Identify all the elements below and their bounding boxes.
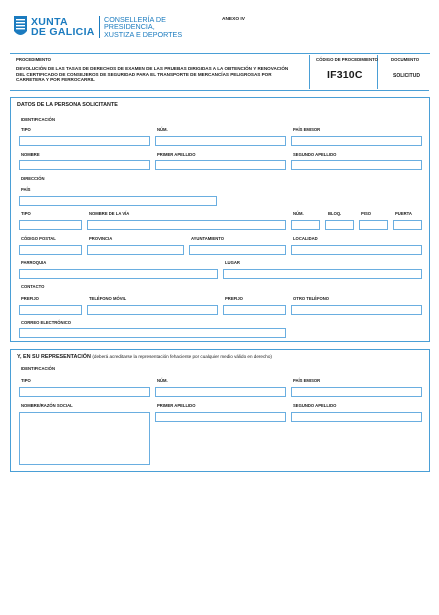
rep-nombre-razon-field[interactable] <box>19 412 150 465</box>
codigo-value: IF310C <box>327 69 363 81</box>
ayuntamiento-field[interactable] <box>189 245 286 255</box>
rep-primer-apellido-field[interactable] <box>155 412 286 422</box>
codigo-postal-field[interactable] <box>19 245 82 255</box>
conselleria-line-1: CONSELLERÍA DE <box>104 15 166 24</box>
documento-value: SOLICITUD <box>393 73 420 79</box>
codigo-postal-label: CÓDIGO POSTAL <box>21 236 56 241</box>
localidad-label: LOCALIDAD <box>293 236 318 241</box>
segundo-apellido-label: SEGUNDO APELLIDO <box>293 152 337 157</box>
conselleria-name <box>104 16 182 38</box>
pais-field[interactable] <box>19 196 217 206</box>
lugar-field[interactable] <box>223 269 422 279</box>
conselleria-line-2: PRESIDENCIA, <box>104 22 155 32</box>
parroquia-label: PARROQUIA <box>21 260 47 265</box>
piso-label: PISO <box>361 211 372 216</box>
contacto-label: CONTACTO <box>21 284 45 289</box>
anexo-label: ANEXO IV <box>222 17 245 22</box>
rep-pais-emisor-label: PAÍS EMISOR <box>293 378 321 383</box>
logo-line-2: DE GALICIA <box>31 26 95 38</box>
conselleria-line-3: XUSTIZA E DEPORTES <box>104 29 183 39</box>
rep-num-label: NÚM. <box>157 378 168 383</box>
xunta-logo <box>14 15 96 39</box>
num-label: NÚM. <box>157 127 168 132</box>
rep-num-field[interactable] <box>155 387 286 397</box>
puerta-field[interactable] <box>393 220 422 230</box>
provincia-field[interactable] <box>87 245 184 255</box>
header-divider-1 <box>309 55 310 89</box>
pais-label: PAÍS <box>21 187 31 192</box>
rep-segundo-apellido-field[interactable] <box>291 412 422 422</box>
logo-divider <box>99 16 100 38</box>
prefijo-label: PREFIJO <box>21 296 39 301</box>
rep-pais-emisor-field[interactable] <box>291 387 422 397</box>
galicia-shield-icon <box>14 16 27 38</box>
otro-telefono-field[interactable] <box>291 305 422 315</box>
solicitante-title: DATOS DE LA PERSONA SOLICITANTE <box>17 102 118 108</box>
correo-label: CORREO ELECTRÓNICO <box>21 320 72 325</box>
prefijo2-field[interactable] <box>223 305 286 315</box>
puerta-label: PUERTA <box>395 211 412 216</box>
codigo-label: CÓDIGO DE PROCEDIMIENTO <box>316 57 378 62</box>
primer-apellido-field[interactable] <box>155 160 286 170</box>
telefono-movil-label: TELÉFONO MÓVIL <box>89 296 127 301</box>
nombre-via-label: NOMBRE DE LA VÍA <box>89 211 130 216</box>
rep-segundo-apellido-label: SEGUNDO APELLIDO <box>293 403 337 408</box>
procedimento-label: PROCEDIMENTO <box>16 57 52 62</box>
prefijo-field[interactable] <box>19 305 82 315</box>
direccion-label: DIRECCIÓN <box>21 176 45 181</box>
tipo-via-label: TIPO <box>21 211 31 216</box>
tipo-field[interactable] <box>19 136 150 146</box>
pais-emisor-field[interactable] <box>291 136 422 146</box>
nombre-via-field[interactable] <box>87 220 286 230</box>
nombre-label: NOMBRE <box>21 152 40 157</box>
pais-emisor-label: PAÍS EMISOR <box>293 127 321 132</box>
localidad-field[interactable] <box>291 245 422 255</box>
num-via-field[interactable] <box>291 220 320 230</box>
segundo-apellido-field[interactable] <box>291 160 422 170</box>
rep-tipo-field[interactable] <box>19 387 150 397</box>
num-field[interactable] <box>155 136 286 146</box>
procedimento-text: DEVOLUCIÓN DE LAS TASAS DE DERECHOS DE EXAMEN DE LAS PRUEBAS DIRIGIDAS A LA OBTENCIÓN Y RENOVACIÓN DEL CERTIFICADO DE CONSEJEROS DE SEGURIDAD PARA EL TRANSPORTE DE MERCANCÍAS PELIGROSAS POR CARRETERA Y POR FERROCARRIL <box>16 66 289 83</box>
logo-line-1: XUNTA <box>31 16 68 28</box>
bloq-label: BLOQ. <box>328 211 342 216</box>
rep-nombre-razon-label: NOMBRE/RAZÓN SOCIAL <box>21 403 73 408</box>
num-via-label: NÚM. <box>293 211 304 216</box>
rep-primer-apellido-label: PRIMER APELLIDO <box>157 403 196 408</box>
logo-text <box>31 17 95 37</box>
representacion-title <box>17 354 272 360</box>
bloq-field[interactable] <box>325 220 354 230</box>
rep-identificacion-label: IDENTIFICACIÓN <box>21 366 55 371</box>
tipo-label: TIPO <box>21 127 31 132</box>
nombre-field[interactable] <box>19 160 150 170</box>
piso-field[interactable] <box>359 220 388 230</box>
lugar-label: LUGAR <box>225 260 240 265</box>
primer-apellido-label: PRIMER APELLIDO <box>157 152 196 157</box>
parroquia-field[interactable] <box>19 269 218 279</box>
representacion-note: (deberá acreditarse la representación fehaciente por cualquier medio válido en derecho) <box>92 354 272 359</box>
tipo-via-field[interactable] <box>19 220 82 230</box>
representacion-title-text: Y, EN SU REPRESENTACIÓN <box>17 354 91 360</box>
telefono-movil-field[interactable] <box>87 305 218 315</box>
correo-field[interactable] <box>19 328 286 338</box>
ayuntamiento-label: AYUNTAMIENTO <box>191 236 224 241</box>
identificacion-label: IDENTIFICACIÓN <box>21 117 55 122</box>
prefijo2-label: PREFIJO <box>225 296 243 301</box>
rep-tipo-label: TIPO <box>21 378 31 383</box>
documento-label: DOCUMENTO <box>391 57 420 62</box>
otro-telefono-label: OTRO TELÉFONO <box>293 296 330 301</box>
provincia-label: PROVINCIA <box>89 236 113 241</box>
